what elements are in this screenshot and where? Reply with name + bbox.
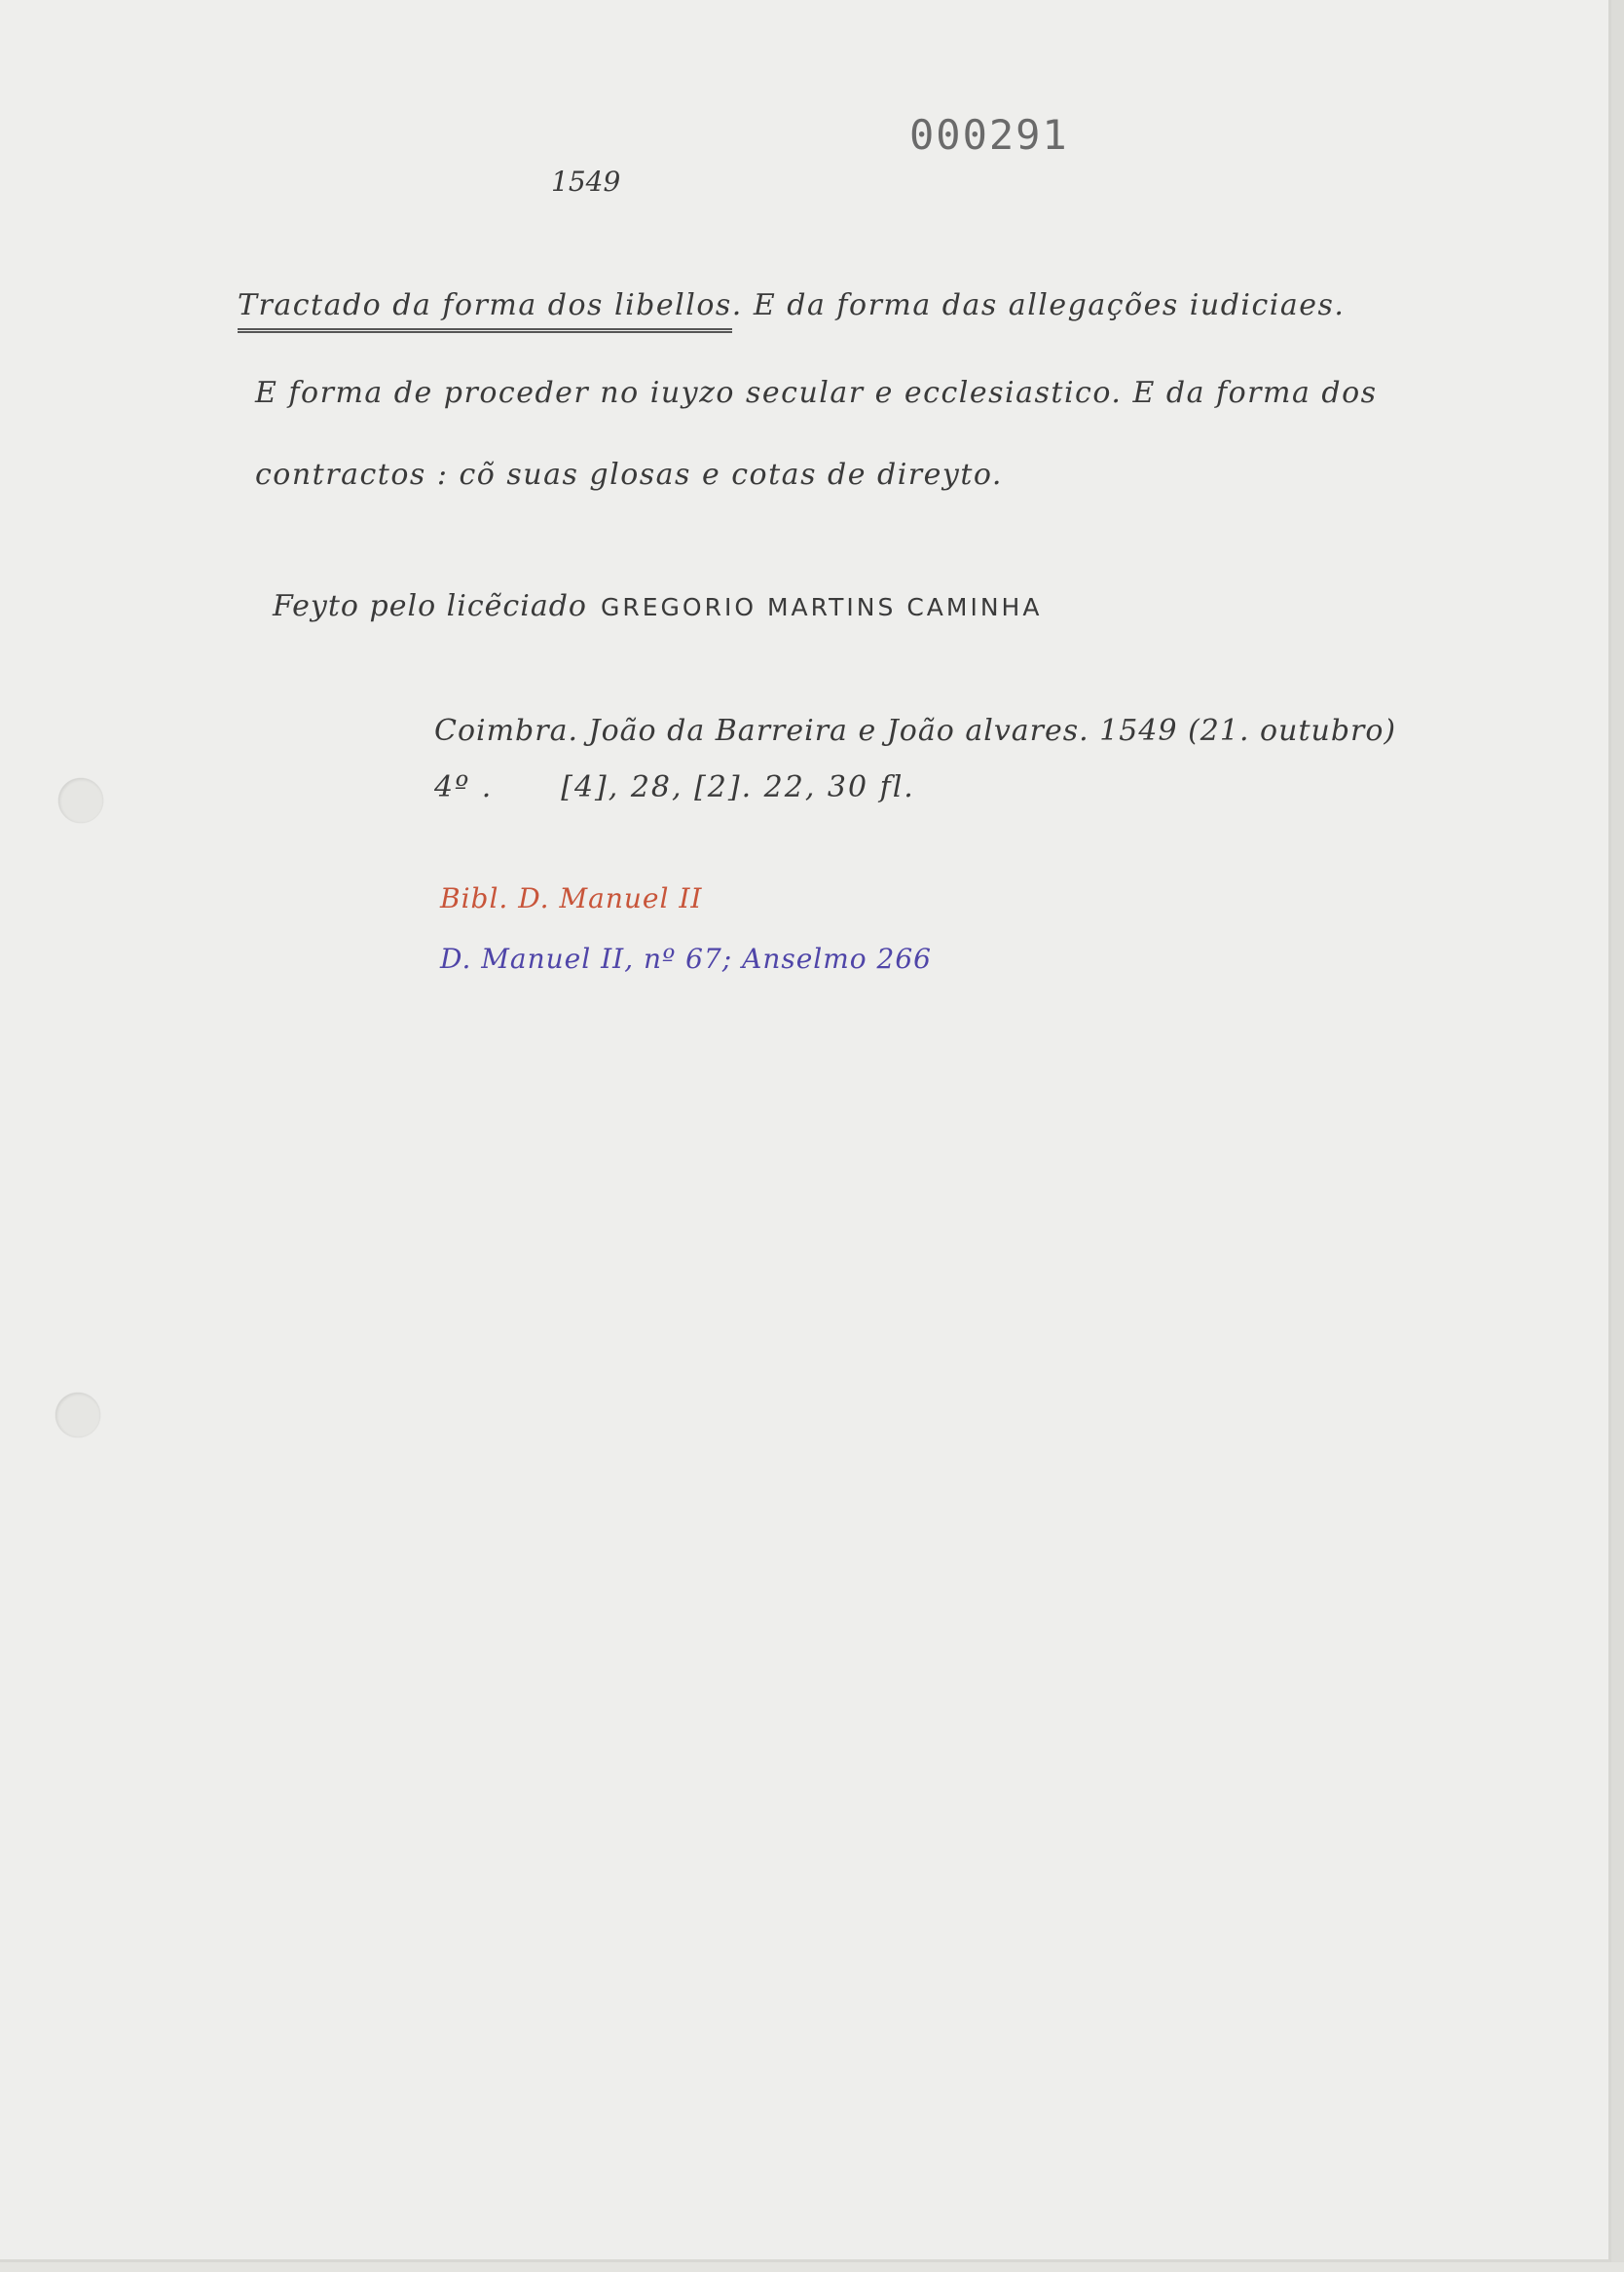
reference-red: Bibl. D. Manuel II: [440, 882, 703, 914]
imprint-line: Coimbra. João da Barreira e João alvares. 1549 (21. outubro): [434, 714, 1397, 748]
collation-line: [434, 770, 915, 804]
title-line-1-rest: . E da forma das allegações iudiciaes.: [731, 288, 1346, 322]
author-line: [273, 589, 1042, 623]
punch-hole-top: [58, 778, 103, 823]
title-line-1: [238, 288, 1345, 333]
year-label: 1549: [551, 166, 621, 198]
reference-blue: D. Manuel II, nº 67; Anselmo 266: [440, 943, 932, 975]
collation-format: 4º .: [434, 770, 494, 804]
punch-hole-bottom: [55, 1393, 100, 1437]
title-line-2: E forma de proceder no iuyzo secular e ecclesiastico. E da forma dos: [255, 376, 1378, 410]
stamp-number: 000291: [909, 111, 1069, 159]
author-name: GREGORIO MARTINS CAMINHA: [600, 593, 1043, 621]
title-line-3: contractos : cõ suas glosas e cotas de direyto.: [255, 458, 1003, 492]
collation-pages: [4], 28, [2]. 22, 30 fl.: [561, 770, 915, 804]
author-prefix: Feyto pelo licẽciado: [273, 589, 587, 623]
scan-bottom-edge: [0, 2262, 1624, 2272]
title-underlined: Tractado da forma dos libellos: [238, 288, 732, 333]
